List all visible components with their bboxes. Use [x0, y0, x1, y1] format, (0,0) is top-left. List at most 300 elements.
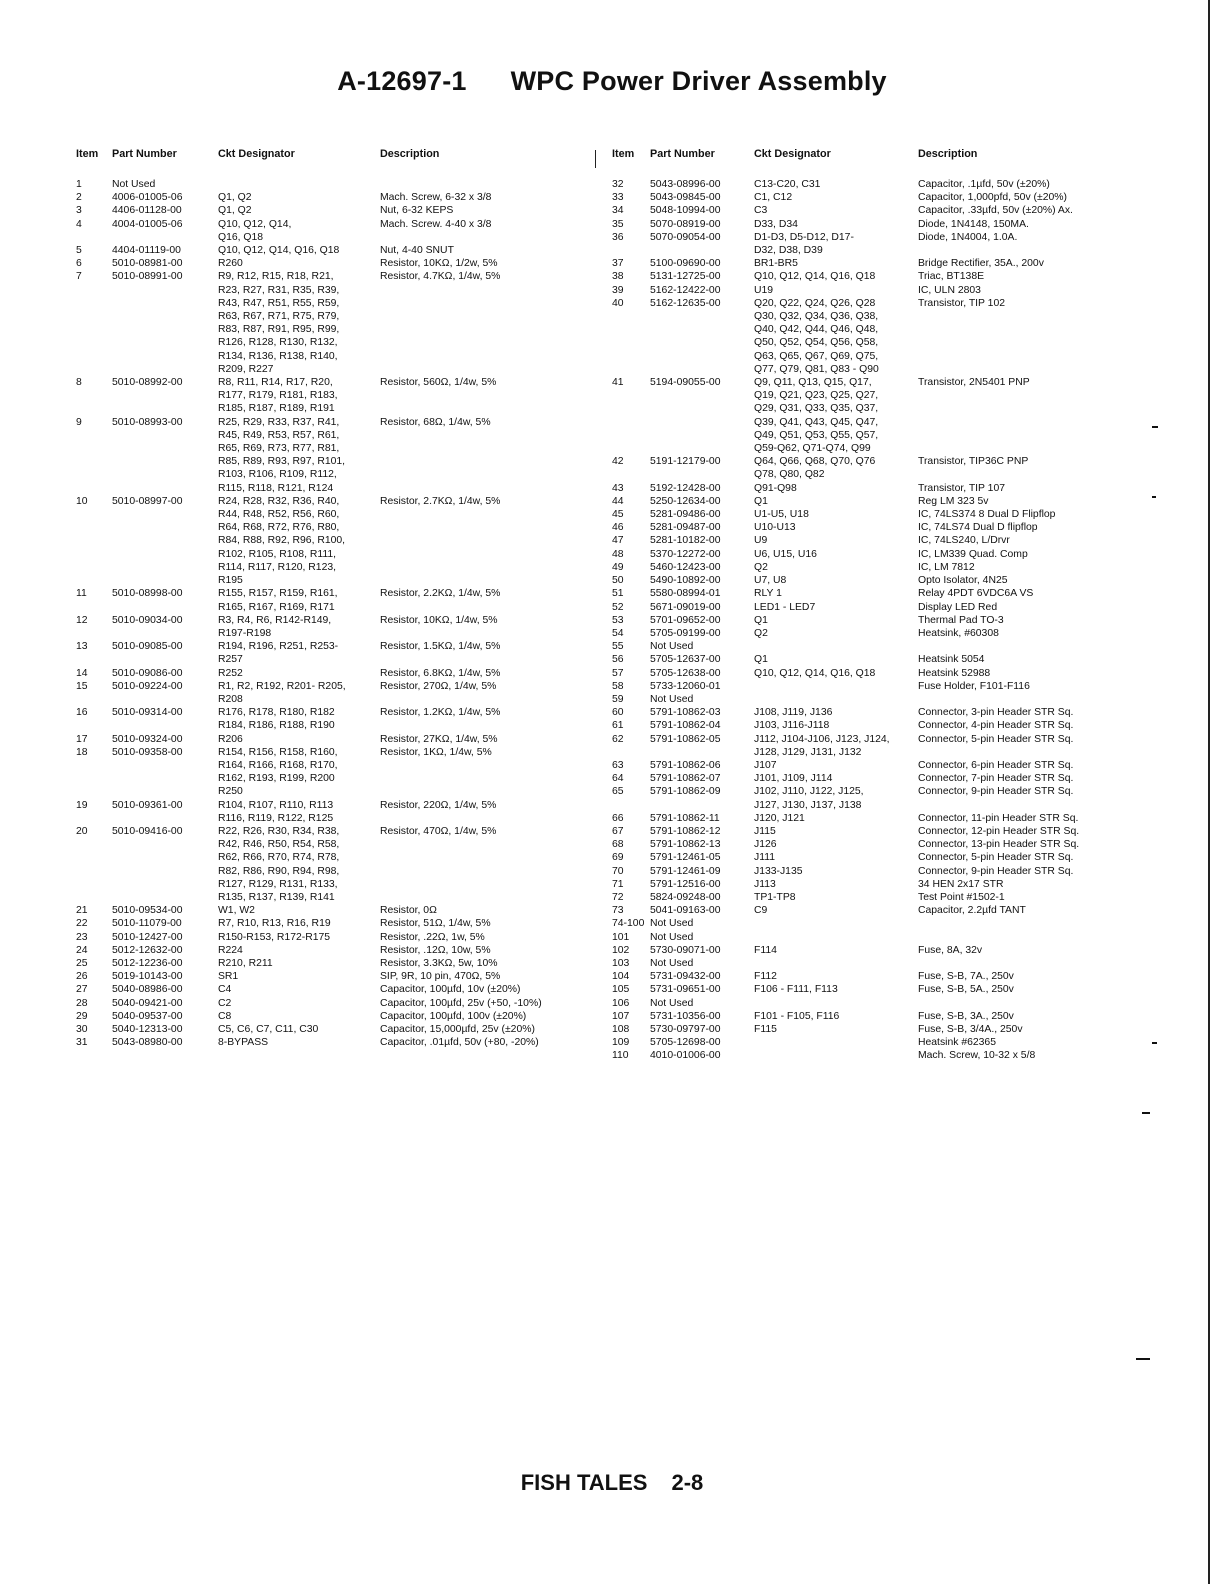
ckt-designator: R3, R4, R6, R142-R149, R197-R198	[218, 614, 332, 639]
description: Transistor, TIP36C PNP	[918, 456, 1029, 468]
item-number: 39	[612, 284, 624, 296]
description: Connector, 7-pin Header STR Sq.	[918, 773, 1074, 785]
description: Test Point #1502-1	[918, 891, 1005, 903]
table-row	[612, 1010, 1118, 1023]
ckt-designator: J113	[754, 878, 776, 890]
part-number: 5791-10862-09	[650, 786, 721, 798]
ckt-designator: Q64, Q66, Q68, Q70, Q76 Q78, Q80, Q82	[754, 456, 876, 481]
description: Triac, BT138E	[918, 271, 985, 283]
part-number: 5791-12461-09	[650, 865, 721, 877]
description: Resistor, 220Ω, 1/4w, 5%	[380, 799, 497, 811]
table-body	[76, 178, 580, 1049]
item-number: 17	[76, 733, 88, 745]
item-number: 101	[612, 931, 630, 943]
description: Connector, 13-pin Header STR Sq.	[918, 839, 1080, 851]
part-number: 5791-10862-07	[650, 773, 721, 785]
description: Connector, 5-pin Header STR Sq.	[918, 733, 1074, 745]
item-number: 26	[76, 971, 88, 983]
part-number: 5010-09224-00	[112, 680, 183, 692]
part-number: Not Used	[650, 957, 694, 969]
item-number: 109	[612, 1037, 630, 1049]
table-row	[76, 667, 580, 680]
ckt-designator: Q1, Q2	[218, 205, 252, 217]
table-row	[76, 1023, 580, 1036]
item-number: 15	[76, 680, 88, 692]
item-number: 74-100	[612, 918, 645, 930]
item-number: 46	[612, 522, 624, 534]
part-number: 5162-12635-00	[650, 297, 721, 309]
item-number: 36	[612, 231, 624, 243]
ckt-designator: TP1-TP8	[754, 891, 796, 903]
item-number: 63	[612, 759, 624, 771]
item-number: 42	[612, 456, 624, 468]
table-row	[612, 178, 1118, 191]
part-number: Not Used	[650, 931, 694, 943]
item-number: 60	[612, 707, 624, 719]
description: Reg LM 323 5v	[918, 495, 989, 507]
description: Capacitor, .1µfd, 50v (±20%)	[918, 179, 1050, 190]
table-row	[612, 838, 1118, 851]
item-number: 9	[76, 416, 82, 428]
ckt-designator: U19	[754, 284, 774, 296]
part-number: 5824-09248-00	[650, 891, 721, 903]
table-row	[612, 455, 1118, 481]
part-number: 5191-12179-00	[650, 456, 721, 468]
item-number: 44	[612, 495, 624, 507]
description: IC, 74LS74 Dual D flipflop	[918, 522, 1038, 534]
scan-mark	[1152, 426, 1158, 428]
ckt-designator	[218, 178, 380, 191]
part-number: 5730-09071-00	[650, 944, 721, 956]
footer-game-title: FISH TALES	[520, 1470, 648, 1495]
table-row	[612, 508, 1118, 521]
description	[918, 997, 1118, 1010]
ckt-designator: C9	[754, 905, 768, 917]
part-number: 5281-09487-00	[650, 522, 721, 534]
item-number: 53	[612, 614, 624, 626]
description: Mach. Screw, 6-32 x 3/8	[380, 192, 492, 204]
description: Resistor, 1KΩ, 1/4w, 5%	[380, 746, 492, 758]
description: Resistor, 270Ω, 1/4w, 5%	[380, 680, 497, 692]
item-number: 57	[612, 667, 624, 679]
table-row	[612, 653, 1118, 666]
item-number: 16	[76, 707, 88, 719]
ckt-designator: C5, C6, C7, C11, C30	[218, 1024, 319, 1035]
table-row	[612, 376, 1118, 455]
ckt-designator	[754, 997, 918, 1010]
ckt-designator: R24, R28, R32, R36, R40, R44, R48, R52, R56, R60, R64, R68, R72, R76, R80, R84, R88, R92, R96, R100, R102, R105, R108, R111, R114, R117, R120, R123, R195	[218, 495, 346, 587]
table-row	[612, 891, 1118, 904]
item-number: 30	[76, 1024, 88, 1035]
item-number: 8	[76, 377, 82, 389]
part-number: 5010-11079-00	[112, 918, 182, 930]
item-number: 38	[612, 271, 624, 283]
part-number: 5705-12638-00	[650, 667, 721, 679]
ckt-designator: C2	[218, 997, 232, 1009]
item-number: 18	[76, 746, 88, 758]
ckt-designator: J101, J109, J114	[754, 773, 833, 785]
description: Heatsink, #60308	[918, 627, 999, 639]
item-number: 23	[76, 931, 88, 943]
description: Mach. Screw. 4-40 x 3/8	[380, 218, 492, 230]
part-number: 5791-10862-12	[650, 825, 721, 837]
item-number: 106	[612, 997, 630, 1009]
table-row	[612, 297, 1118, 376]
table-row	[612, 521, 1118, 534]
ckt-designator: Q10, Q12, Q14, Q16, Q18	[218, 218, 292, 243]
description: Transistor, TIP 107	[918, 482, 1006, 494]
item-number: 20	[76, 825, 88, 837]
description: Capacitor, 100µfd, 100v (±20%)	[380, 1010, 527, 1022]
table-row	[76, 495, 580, 587]
table-row	[76, 706, 580, 732]
part-number: 5731-10356-00	[650, 1010, 721, 1022]
description: Opto Isolator, 4N25	[918, 575, 1008, 587]
header-description: Description	[918, 148, 978, 160]
description: Mach. Screw, 10-32 x 5/8	[918, 1050, 1036, 1062]
ckt-designator: R104, R107, R110, R113 R116, R119, R122, R125	[218, 799, 334, 824]
item-number: 52	[612, 601, 624, 613]
part-number: 5791-10862-04	[650, 720, 721, 732]
part-number: 5250-12634-00	[650, 495, 721, 507]
table-row	[76, 191, 580, 204]
header-part-number: Part Number	[650, 148, 715, 160]
item-number: 32	[612, 179, 624, 190]
part-number: 5671-09019-00	[650, 601, 721, 613]
part-number: 4404-01119-00	[112, 245, 181, 257]
part-number: 5010-09324-00	[112, 733, 183, 745]
part-number: 5370-12272-00	[650, 548, 721, 560]
item-number: 61	[612, 720, 624, 732]
part-number: Not Used	[650, 693, 694, 705]
part-number: 5010-08991-00	[112, 271, 183, 283]
ckt-designator: J112, J104-J106, J123, J124, J128, J129, J131, J132	[754, 733, 890, 758]
table-row	[76, 416, 580, 495]
ckt-designator: SR1	[218, 971, 239, 983]
item-number: 19	[76, 799, 88, 811]
description: Capacitor, 100µfd, 25v (+50, -10%)	[380, 997, 542, 1009]
table-row	[76, 983, 580, 996]
part-number: 5131-12725-00	[650, 271, 721, 283]
description: Resistor, 6.8KΩ, 1/4w, 5%	[380, 667, 501, 679]
item-number: 2	[76, 192, 82, 204]
ckt-designator: U6, U15, U16	[754, 548, 817, 560]
table-row	[612, 1036, 1118, 1049]
item-number: 25	[76, 957, 88, 969]
item-number: 12	[76, 614, 88, 626]
header-item: Item	[612, 148, 635, 160]
part-number: 5460-12423-00	[650, 561, 721, 573]
ckt-designator: Q2	[754, 627, 768, 639]
assembly-name: WPC Power Driver Assembly	[510, 66, 887, 96]
ckt-designator: LED1 - LED7	[754, 601, 816, 613]
description: Resistor, 560Ω, 1/4w, 5%	[380, 377, 497, 389]
page-footer	[0, 1470, 1224, 1496]
part-number: 5010-09086-00	[112, 667, 183, 679]
column-divider	[595, 150, 596, 168]
description	[918, 957, 1118, 970]
table-row	[612, 851, 1118, 864]
assembly-number: A-12697-1	[337, 66, 467, 96]
description: Connector, 12-pin Header STR Sq.	[918, 825, 1080, 837]
ckt-designator: R22, R26, R30, R34, R38, R42, R46, R50, R54, R58, R62, R66, R70, R74, R78, R82, R86, R90, R94, R98, R127, R129, R131, R133, R135, R137, R139, R141	[218, 825, 340, 903]
ckt-designator: R210, R211	[218, 957, 273, 969]
page-title	[0, 66, 1224, 97]
part-number: 5730-09797-00	[650, 1024, 721, 1035]
table-row	[76, 640, 580, 666]
ckt-designator	[754, 640, 918, 653]
part-number: 5010-08981-00	[112, 258, 183, 270]
part-number: 5791-10862-06	[650, 759, 721, 771]
description: Resistor, 68Ω, 1/4w, 5%	[380, 416, 491, 428]
ckt-designator: R154, R156, R158, R160, R164, R166, R168, R170, R162, R193, R199, R200 R250	[218, 746, 338, 798]
table-row	[612, 983, 1118, 996]
item-number: 107	[612, 1010, 630, 1022]
ckt-designator: C13-C20, C31	[754, 179, 821, 190]
description: Connector, 9-pin Header STR Sq.	[918, 865, 1074, 877]
table-body	[612, 178, 1118, 1063]
ckt-designator: Q1	[754, 495, 768, 507]
table-row	[76, 970, 580, 983]
description: Resistor, 27KΩ, 1/4w, 5%	[380, 733, 498, 745]
part-number: 4006-01005-06	[112, 192, 183, 204]
description: Heatsink #62365	[918, 1037, 996, 1049]
table-row	[612, 733, 1118, 759]
description: Resistor, 2.2KΩ, 1/4w, 5%	[380, 588, 501, 600]
item-number: 73	[612, 905, 624, 917]
table-row	[76, 178, 580, 191]
table-row	[612, 904, 1118, 917]
ckt-designator: R9, R12, R15, R18, R21, R23, R27, R31, R35, R39, R43, R47, R51, R55, R59, R63, R67, R71, R75, R79, R83, R87, R91, R95, R99, R126, R128, R130, R132, R134, R136, R138, R140, R209, R227	[218, 271, 340, 375]
ckt-designator: R260	[218, 258, 243, 270]
ckt-designator: Q10, Q12, Q14, Q16, Q18	[754, 667, 876, 679]
table-row	[612, 957, 1118, 970]
part-number: 5010-09416-00	[112, 825, 183, 837]
description: Diode, 1N4148, 150MA.	[918, 218, 1029, 230]
header-part-number: Part Number	[112, 148, 177, 160]
part-number: 5733-12060-01	[650, 680, 721, 692]
item-number: 54	[612, 627, 624, 639]
part-number: 5490-10892-00	[650, 575, 721, 587]
table-row	[612, 574, 1118, 587]
parts-table-right	[612, 148, 1118, 1063]
ckt-designator: F101 - F105, F116	[754, 1010, 840, 1022]
part-number: 5010-12427-00	[112, 931, 183, 943]
scan-mark	[1152, 496, 1156, 498]
description: Thermal Pad TO-3	[918, 614, 1004, 626]
table-row	[612, 865, 1118, 878]
table-row	[612, 231, 1118, 257]
description: Resistor, 10KΩ, 1/2w, 5%	[380, 258, 498, 270]
description: Capacitor, 100µfd, 10v (±20%)	[380, 984, 521, 996]
table-row	[612, 218, 1118, 231]
table-row	[612, 495, 1118, 508]
item-number: 108	[612, 1024, 630, 1035]
part-number: 5070-09054-00	[650, 231, 721, 243]
part-number: 5010-09034-00	[112, 614, 183, 626]
part-number: 5705-09199-00	[650, 627, 721, 639]
table-row	[612, 548, 1118, 561]
ckt-designator	[754, 680, 918, 693]
part-number: 5010-08997-00	[112, 495, 183, 507]
ckt-designator: W1, W2	[218, 905, 255, 917]
table-row	[76, 917, 580, 930]
ckt-designator: D1-D3, D5-D12, D17- D32, D38, D39	[754, 231, 854, 257]
part-number: 5010-09358-00	[112, 746, 183, 758]
item-number: 33	[612, 192, 624, 204]
ckt-designator	[754, 1036, 918, 1049]
item-number: 110	[612, 1050, 629, 1062]
ckt-designator: C1, C12	[754, 192, 793, 204]
description: Capacitor, .01µfd, 50v (+80, -20%)	[380, 1037, 539, 1049]
item-number: 68	[612, 839, 624, 851]
ckt-designator: R224	[218, 944, 243, 956]
ckt-designator: J120, J121	[754, 812, 805, 824]
part-number: 5281-09486-00	[650, 509, 721, 521]
item-number: 28	[76, 997, 88, 1009]
description: Heatsink 52988	[918, 667, 991, 679]
description	[918, 693, 1118, 706]
part-number: 5580-08994-01	[650, 588, 721, 600]
table-row	[612, 680, 1118, 693]
part-number: 5791-12461-05	[650, 852, 721, 864]
item-number: 56	[612, 654, 624, 666]
ckt-designator: R1, R2, R192, R201- R205, R208	[218, 680, 346, 705]
ckt-designator: C3	[754, 205, 768, 217]
table-row	[76, 904, 580, 917]
scan-mark	[1152, 1042, 1157, 1044]
ckt-designator: J126	[754, 839, 777, 851]
description: Transistor, 2N5401 PNP	[918, 377, 1030, 389]
description: Connector, 3-pin Header STR Sq.	[918, 707, 1074, 719]
part-number: 5281-10182-00	[650, 535, 721, 547]
description: Nut, 4-40 SNUT	[380, 245, 454, 257]
table-header	[76, 148, 580, 178]
table-row	[612, 640, 1118, 653]
item-number: 64	[612, 773, 624, 785]
ckt-designator: Q1	[754, 654, 768, 666]
table-row	[76, 957, 580, 970]
item-number: 35	[612, 218, 624, 230]
item-number: 41	[612, 377, 624, 389]
part-number: 5162-12422-00	[650, 284, 721, 296]
ckt-designator: F114	[754, 944, 777, 956]
part-number: 5040-09421-00	[112, 997, 183, 1009]
part-number: 4406-01128-00	[112, 205, 182, 217]
item-number: 37	[612, 258, 624, 270]
ckt-designator: Q20, Q22, Q24, Q26, Q28 Q30, Q32, Q34, Q36, Q38, Q40, Q42, Q44, Q46, Q48, Q50, Q52, Q54, Q56, Q58, Q63, Q65, Q67, Q69, Q75, Q77, Q79, Q81, Q83 - Q90	[754, 297, 879, 375]
table-row	[612, 1023, 1118, 1036]
item-number: 103	[612, 957, 630, 969]
table-row	[612, 284, 1118, 297]
item-number: 3	[76, 205, 82, 217]
page-edge	[1208, 0, 1224, 1584]
description: IC, LM339 Quad. Comp	[918, 548, 1028, 560]
table-row	[76, 944, 580, 957]
part-number: 5048-10994-00	[650, 205, 721, 217]
item-number: 62	[612, 733, 624, 745]
table-row	[612, 204, 1118, 217]
table-row	[612, 667, 1118, 680]
ckt-designator: R8, R11, R14, R17, R20, R177, R179, R181, R183, R185, R187, R189, R191	[218, 377, 338, 415]
item-number: 45	[612, 509, 624, 521]
description: Fuse, S-B, 3A., 250v	[918, 1010, 1014, 1022]
description: Capacitor, 15,000µfd, 25v (±20%)	[380, 1024, 535, 1035]
description: Resistor, 10KΩ, 1/4w, 5%	[380, 614, 498, 626]
ckt-designator	[754, 931, 918, 944]
table-row	[612, 759, 1118, 772]
description: Capacitor, 2.2µfd TANT	[918, 905, 1026, 917]
item-number: 13	[76, 641, 88, 653]
table-row	[612, 917, 1118, 930]
item-number: 6	[76, 258, 82, 270]
table-row	[76, 244, 580, 257]
table-row	[612, 812, 1118, 825]
ckt-designator: RLY 1	[754, 588, 782, 600]
part-number: 5043-08996-00	[650, 179, 721, 190]
table-row	[76, 587, 580, 613]
table-row	[612, 825, 1118, 838]
description: Connector, 9-pin Header STR Sq.	[918, 786, 1074, 798]
ckt-designator: R7, R10, R13, R16, R19	[218, 918, 331, 930]
description: Fuse, S-B, 3/4A., 250v	[918, 1024, 1023, 1035]
description: Resistor, 470Ω, 1/4w, 5%	[380, 825, 497, 837]
ckt-designator	[754, 1049, 918, 1062]
description: Capacitor, .33µfd, 50v (±20%) Ax.	[918, 205, 1073, 217]
ckt-designator: J103, J116-J118	[754, 720, 830, 732]
description: Transistor, TIP 102	[918, 297, 1006, 309]
description	[918, 917, 1118, 930]
ckt-designator: U7, U8	[754, 575, 787, 587]
item-number: 43	[612, 482, 624, 494]
table-row	[76, 680, 580, 706]
ckt-designator	[754, 917, 918, 930]
table-row	[76, 257, 580, 270]
table-row	[612, 627, 1118, 640]
item-number: 51	[612, 588, 624, 600]
item-number: 4	[76, 218, 82, 230]
description: SIP, 9R, 10 pin, 470Ω, 5%	[380, 971, 501, 983]
header-item: Item	[76, 148, 99, 160]
item-number: 29	[76, 1010, 88, 1022]
ckt-designator: U1-U5, U18	[754, 509, 809, 521]
ckt-designator: J107	[754, 759, 777, 771]
table-row	[612, 785, 1118, 811]
ckt-designator: Q10, Q12, Q14, Q16, Q18	[754, 271, 876, 283]
part-number: 5010-08993-00	[112, 416, 183, 428]
item-number: 34	[612, 205, 624, 217]
description: Resistor, 1.5KΩ, 1/4w, 5%	[380, 641, 501, 653]
part-number: 5791-10862-03	[650, 707, 721, 719]
part-number: Not Used	[650, 641, 694, 653]
description: Resistor, 2.7KΩ, 1/4w, 5%	[380, 495, 501, 507]
item-number: 40	[612, 297, 624, 309]
table-row	[612, 693, 1118, 706]
part-number: 5043-08980-00	[112, 1037, 183, 1049]
table-row	[612, 719, 1118, 732]
description: Connector, 4-pin Header STR Sq.	[918, 720, 1074, 732]
item-number: 7	[76, 271, 82, 283]
ckt-designator: J108, J119, J136	[754, 707, 833, 719]
part-number: 5010-08992-00	[112, 377, 183, 389]
part-number: 5705-12637-00	[650, 654, 721, 666]
ckt-designator: Q10, Q12, Q14, Q16, Q18	[218, 245, 340, 257]
table-row	[76, 1010, 580, 1023]
item-number: 31	[76, 1037, 88, 1049]
table-row	[76, 799, 580, 825]
description: IC, LM 7812	[918, 561, 975, 573]
description: Connector, 11-pin Header STR Sq.	[918, 812, 1079, 824]
